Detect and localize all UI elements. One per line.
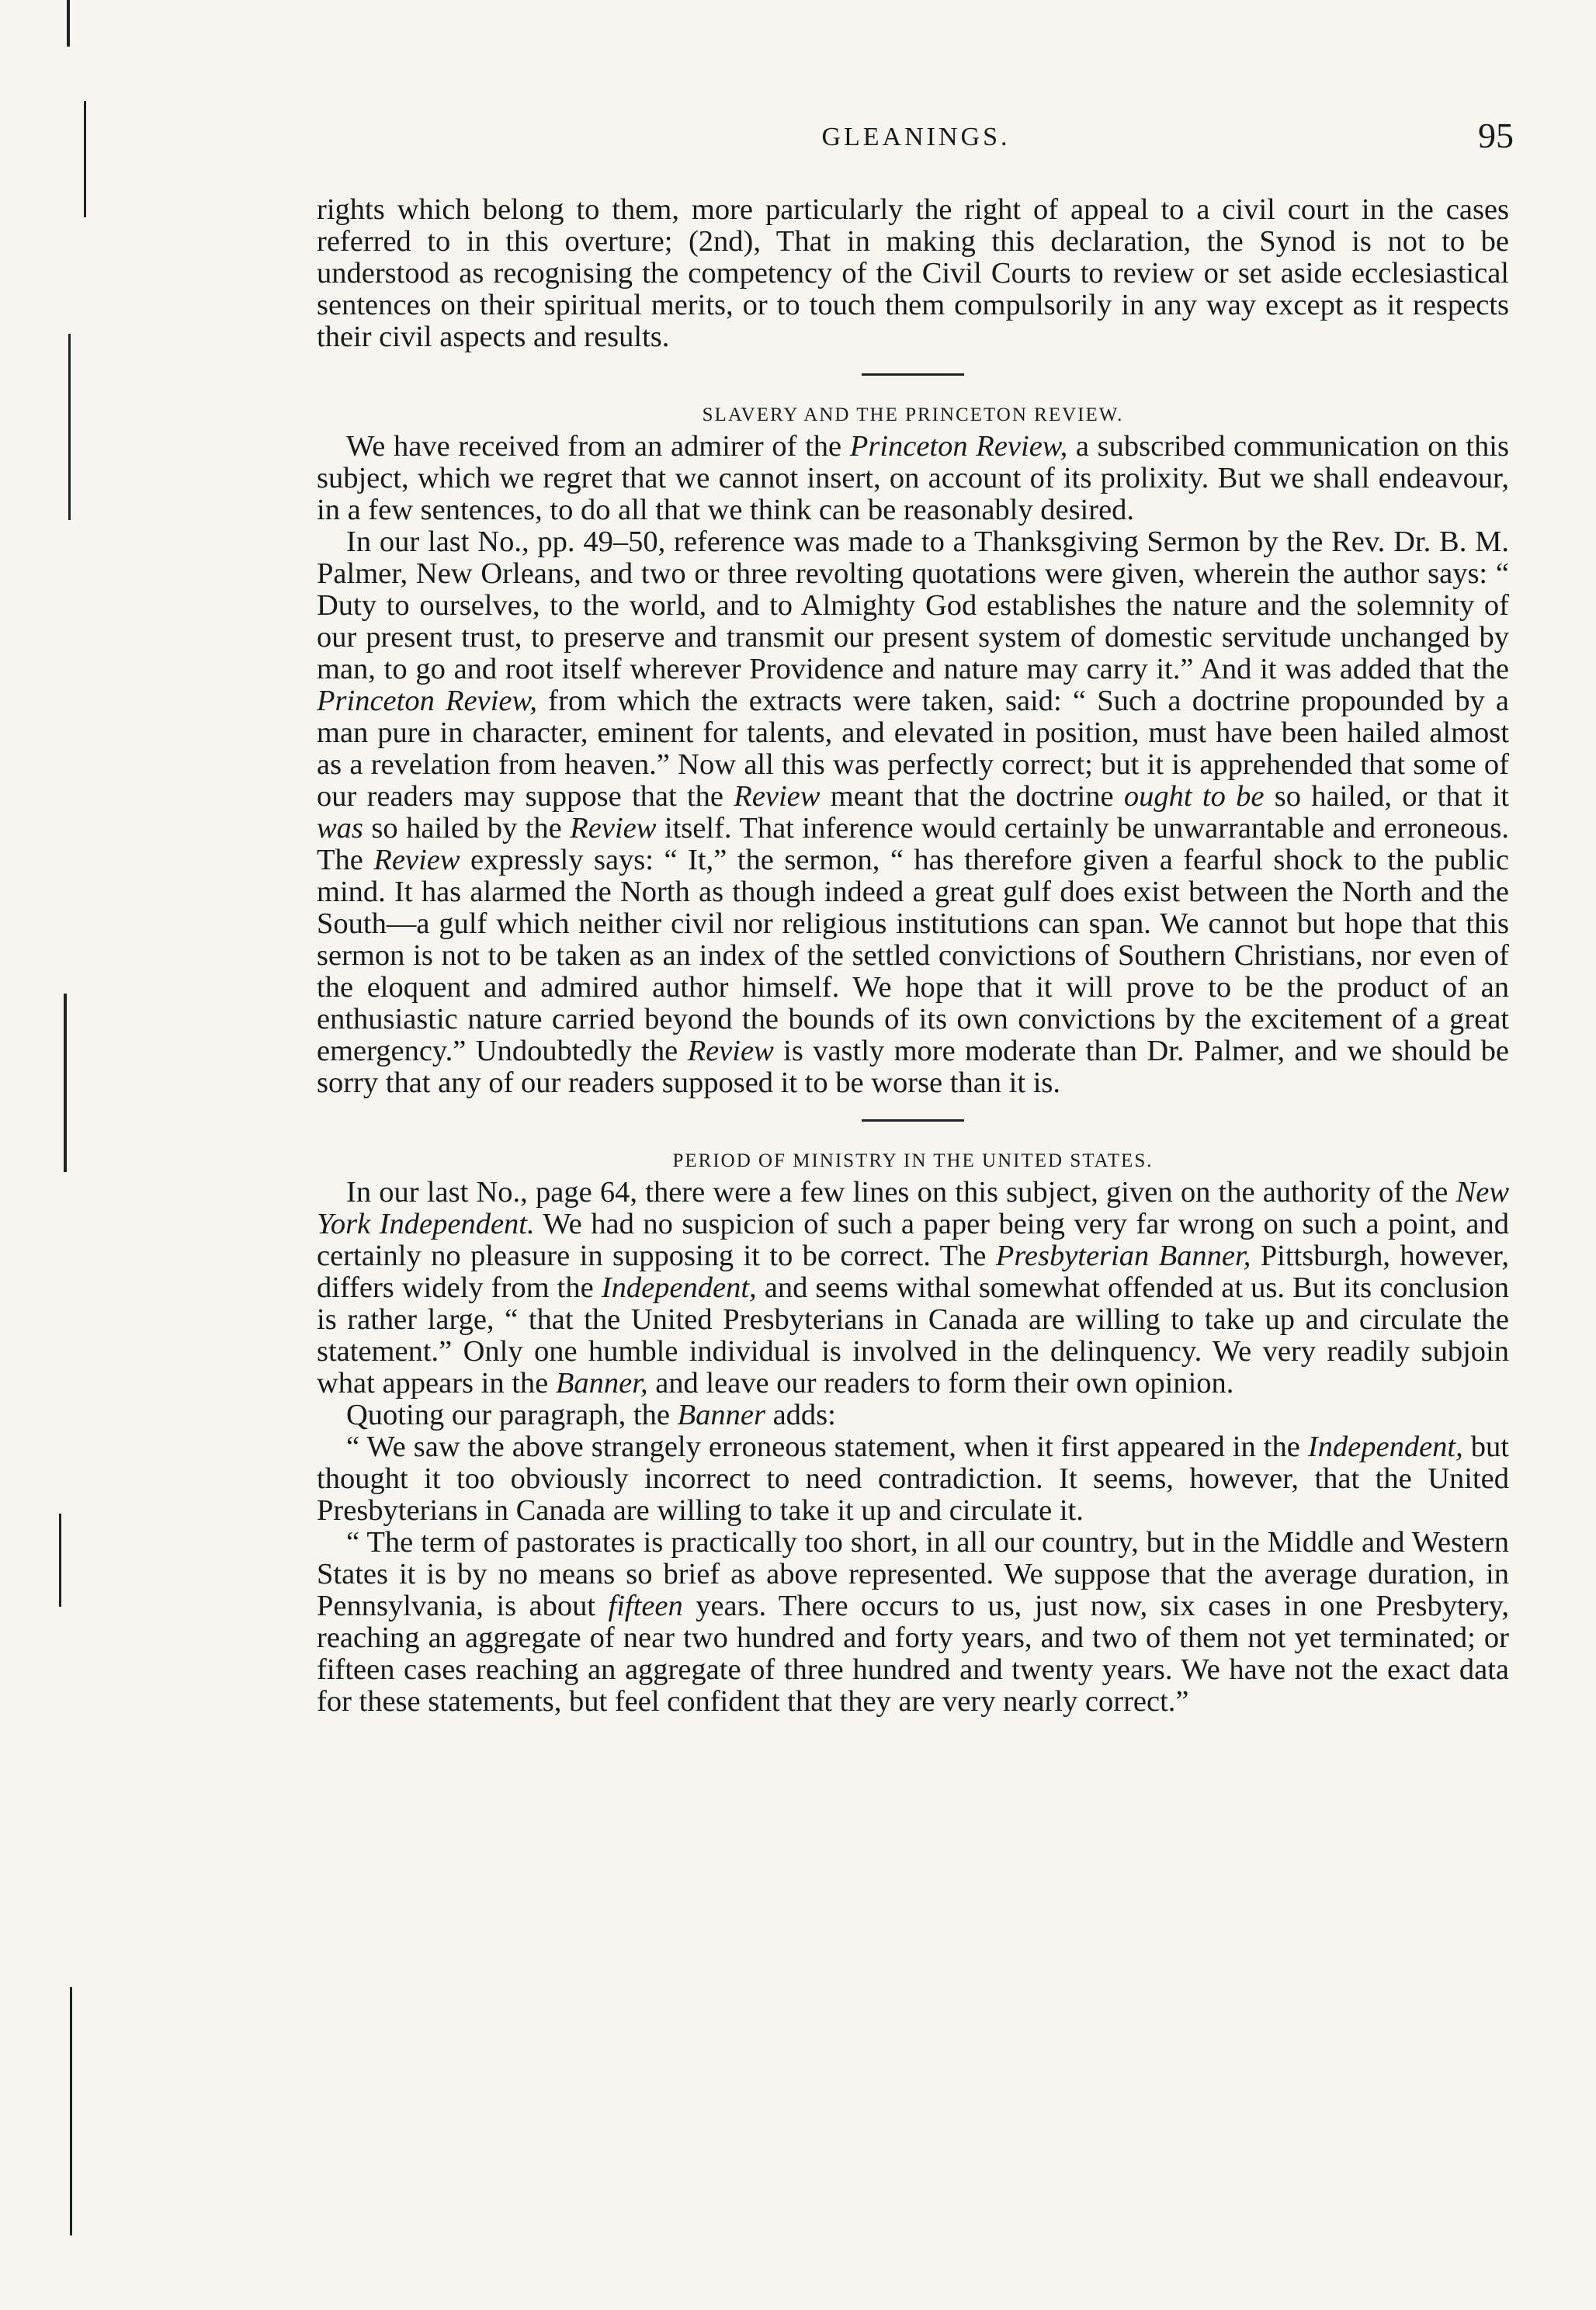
text-run: so hailed, or that it [1264, 780, 1510, 813]
text-run: Pittsburgh, however, differs widely from the [317, 1240, 1509, 1304]
section-divider [862, 373, 964, 376]
quoted-paragraph [317, 1527, 1509, 1718]
text-run: In our last No., page 64, there were a few lines on this subject, given on the authority of the [346, 1176, 1456, 1209]
italic-run: was [317, 812, 363, 845]
paragraph [317, 431, 1509, 526]
text-run: We had no suspicion of such a paper being very far wrong on such a point, and certainly no pleasure in supposing it to be correct. The [317, 1208, 1509, 1272]
italic-run: Review [687, 1035, 774, 1067]
text-run: adds: [765, 1399, 836, 1431]
text-run: Quoting our paragraph, the [346, 1399, 678, 1431]
text-run: but thought it too obviously incorrect to need contradiction. It seems, however, that the United Presbyterians in Canada are willing to take it up and circulate it. [317, 1431, 1509, 1527]
binding-edge-mark [84, 101, 86, 217]
text-run: is vastly more moderate than Dr. Palmer, and we should be sorry that any of our readers supposed it to be worse than it is. [317, 1035, 1509, 1099]
text-run: In our last No., pp. 49–50, reference was made to a Thanksgiving Sermon by the Rev. Dr. B. M. Palmer, New Orleans, and two or three revolting quotations were given, wherein the author says: “ Duty to ourselves, to the world, and to Almighty God establishes the nature and the solemnity of our present trust, to preserve and transmit our present system of domestic servitude unchanged by man, to go and root itself wherever Providence and nature may carry it.” And it was added that the [317, 525, 1509, 685]
italic-run: fifteen [608, 1590, 683, 1622]
paragraph [317, 1177, 1509, 1400]
text-run: expressly says: “ It,” the sermon, “ has therefore given a fearful shock to the public mind. It has alarmed the North as though indeed a great gulf does exist between the North and the South—a gulf which neither civil nor religious institutions can span. We cannot but hope that this sermon is not to be taken as an index of the settled convictions of Southern Christians, nor even of the eloquent and admired author himself. We hope that it will prove to be the product of an enthusiastic nature carried beyond the bounds of its own convictions by the excitement of a great emergency.” Undoubtedly the [317, 844, 1509, 1067]
italic-run: Independent, [1307, 1431, 1463, 1463]
text-run: so hailed by the [363, 812, 571, 845]
italic-run: Independent, [601, 1271, 757, 1304]
continued-paragraph: rights which belong to them, more particularly the right of appeal to a civil court in the cases referred to in this overture; (2nd), That in making this declaration, the Synod is not to be understood as recognising the competency of the Civil Courts to review or set aside ecclesiastical sentences on their spiritual merits, or to touch them compulsorily in any way except as it respects their civil aspects and results. [317, 193, 1509, 353]
italic-run: Princeton Review, [317, 685, 537, 717]
italic-run: Princeton Review, [849, 430, 1068, 463]
page-number: 95 [1478, 116, 1514, 155]
text-run: a subscribed communication on this subject, which we regret that we cannot insert, on account of its prolixity. But we shall endeavour, in a few sentences, to do all that we think can be reasonably desired. [317, 430, 1509, 526]
italic-run: Review [570, 812, 657, 845]
running-header [318, 115, 1514, 161]
italic-run: Review [734, 780, 821, 813]
section-heading: SLAVERY AND THE PRINCETON REVIEW. [702, 404, 1124, 425]
text-run: and seems withal somewhat offended at us. But its conclusion is rather large, “ that the United Presbyterians in Canada are willing to take up and circulate the statement.” Only one humble individual is involved in the delinquency. We very readily subjoin what appears in the [317, 1271, 1509, 1400]
section-heading: PERIOD OF MINISTRY IN THE UNITED STATES. [672, 1150, 1154, 1171]
paragraph [317, 526, 1509, 1099]
italic-run: ought to be [1123, 780, 1265, 813]
binding-edge-mark [64, 994, 67, 1172]
text-run: itself. That inference would certainly be unwarrantable and erroneous. The [317, 812, 1510, 876]
running-title: GLEANINGS. [821, 123, 1011, 151]
italic-run: Presbyterian Banner, [995, 1240, 1251, 1272]
text-run: “ We saw the above strangely erroneous statement, when it first appeared in the [346, 1431, 1308, 1463]
text-run: from which the extracts were taken, said: “ Such a doctrine propounded by a man pure in character, eminent for talents, and elevated in position, must have been hailed almost as a revelation from heaven.” Now all this was perfectly correct; but it is apprehended that some of our readers may suppose that the [317, 685, 1509, 813]
text-run: “ The term of pastorates is practically too short, in all our country, but in the Middle and Western States it is by no means so brief as above represented. We suppose that the average duration, in Pennsylvania, is about [317, 1526, 1509, 1622]
text-run: years. There occurs to us, just now, six cases in one Presbytery, reaching an aggregate of near two hundred and forty years, and two of them not yet terminated; or fifteen cases reaching an aggregate of three hundred and twenty years. We have not the exact data for these statements, but feel confident that they are very nearly correct.” [317, 1590, 1509, 1718]
binding-edge-mark [67, 0, 70, 47]
paragraph [317, 1400, 1509, 1431]
text-run: and leave our readers to form their own opinion. [647, 1367, 1234, 1400]
italic-run: New York Independent. [317, 1176, 1509, 1240]
italic-run: Review [373, 844, 460, 876]
quoted-paragraph [317, 1431, 1509, 1527]
text-run: We have received from an admirer of the [346, 430, 850, 463]
section-divider [862, 1119, 964, 1122]
binding-edge-mark [70, 1987, 72, 2235]
text-run: meant that the doctrine [820, 780, 1124, 813]
binding-edge-mark [59, 1514, 61, 1607]
binding-edge-mark [68, 334, 71, 520]
italic-run: Banner, [555, 1367, 648, 1400]
italic-run: Banner [677, 1399, 765, 1431]
page-body [317, 194, 1509, 1718]
